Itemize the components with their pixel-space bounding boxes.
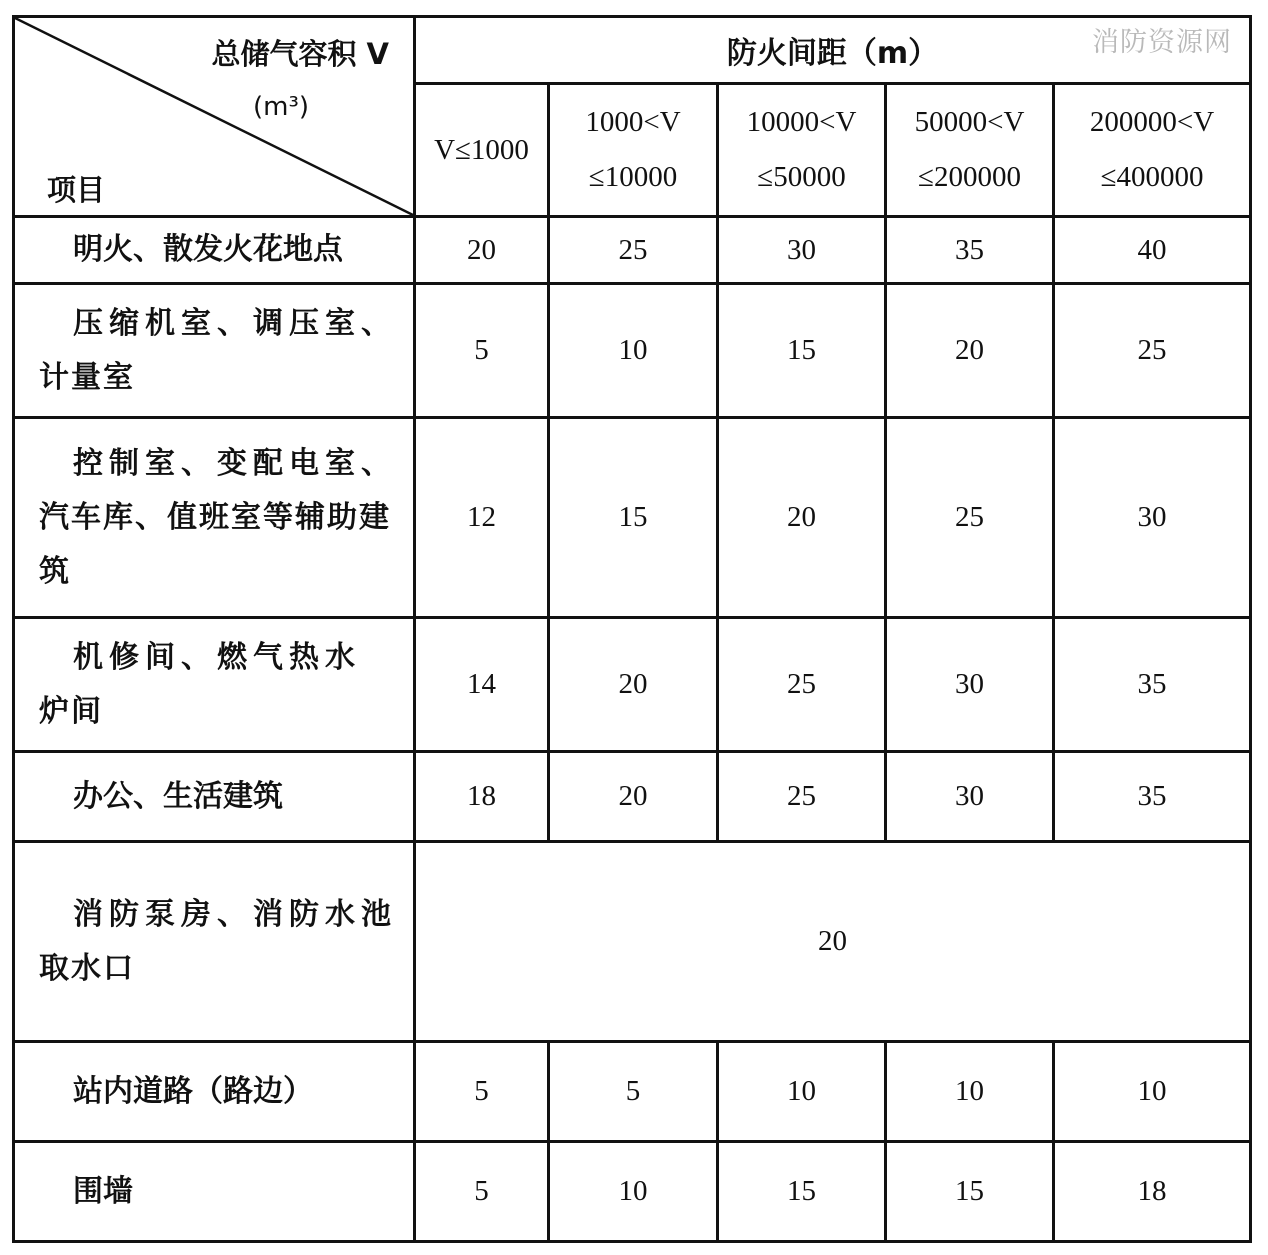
item-cell [14, 284, 415, 418]
value-cell: 14 [415, 618, 549, 752]
item-cell [14, 1042, 415, 1142]
item-cell [14, 217, 415, 284]
value-cell: 20 [886, 284, 1054, 418]
table-row [14, 1142, 1251, 1242]
value-cell: 25 [718, 752, 886, 842]
value-cell: 25 [886, 418, 1054, 618]
value-cell: 5 [549, 1042, 718, 1142]
value-cell: 5 [415, 1042, 549, 1142]
value-cell: 15 [886, 1142, 1054, 1242]
item-label-line2: 炉间 [39, 693, 103, 729]
item-label: 明火、散发火花地点 [73, 232, 343, 267]
range-line2: ≤200000 [918, 161, 1021, 193]
value-cell: 30 [886, 618, 1054, 752]
range-line1: 1000<V [585, 106, 681, 138]
value-cell: 25 [718, 618, 886, 752]
item-cell [14, 752, 415, 842]
value-cell: 10 [549, 1142, 718, 1242]
item-cell [14, 1142, 415, 1242]
corner-header-cell [14, 17, 415, 217]
value-cell: 20 [549, 618, 718, 752]
item-label-line2: 汽车库、值班室等辅助建筑 [39, 499, 391, 589]
value-cell: 10 [886, 1042, 1054, 1142]
item-cell [14, 618, 415, 752]
value-cell: 30 [1054, 418, 1251, 618]
value-cell: 35 [1054, 752, 1251, 842]
value-cell: 25 [1054, 284, 1251, 418]
item-label-line1: 压缩机室、调压室、 [73, 305, 397, 341]
item-label: 办公、生活建筑 [73, 778, 283, 814]
corner-unit-label: (m³) [253, 92, 310, 122]
value-cell: 10 [718, 1042, 886, 1142]
item-cell [14, 842, 415, 1042]
corner-item-label: 项目 [47, 173, 106, 207]
watermark: 消防资源网 [1092, 27, 1232, 58]
value-cell: 5 [415, 284, 549, 418]
range-line1: 10000<V [746, 106, 857, 138]
table-row [14, 284, 1251, 418]
value-cell: 40 [1054, 217, 1251, 284]
item-label: 站内道路（路边） [73, 1073, 313, 1109]
range-line2: ≤10000 [588, 161, 678, 193]
item-label-line1: 控制室、变配电室、 [73, 445, 397, 481]
range-line1: 200000<V [1089, 106, 1215, 138]
value-cell: 20 [549, 752, 718, 842]
value-cell: 5 [415, 1142, 549, 1242]
range-line2: ≤400000 [1100, 161, 1204, 193]
item-label-line2: 计量室 [39, 359, 135, 395]
table-row [14, 842, 1251, 1042]
value-cell: 25 [549, 217, 718, 284]
value-cell: 30 [718, 217, 886, 284]
table-row [14, 618, 1251, 752]
value-cell: 10 [1054, 1042, 1251, 1142]
value-cell: 30 [886, 752, 1054, 842]
value-cell: 20 [415, 217, 549, 284]
value-cell: 12 [415, 418, 549, 618]
range-line1: 50000<V [914, 106, 1025, 138]
item-label-line1: 消防泵房、消防水池 [73, 896, 397, 932]
table-row [14, 1042, 1251, 1142]
item-label-line2: 取水口 [39, 950, 135, 986]
table-row [14, 418, 1251, 618]
range-header-5 [1054, 84, 1251, 217]
item-cell [14, 418, 415, 618]
merged-value-cell: 20 [415, 842, 1251, 1042]
table-row [14, 752, 1251, 842]
value-cell: 35 [1054, 618, 1251, 752]
range-header-2 [549, 84, 718, 217]
value-cell: 35 [886, 217, 1054, 284]
fire-spacing-table [12, 15, 1252, 1243]
corner-volume-label: 总储气容积 V [211, 37, 389, 71]
value-cell: 10 [549, 284, 718, 418]
range-header-4 [886, 84, 1054, 217]
value-cell: 15 [718, 284, 886, 418]
value-cell: 18 [415, 752, 549, 842]
range-line2: ≤50000 [757, 161, 846, 193]
range-line1: V≤1000 [434, 133, 529, 166]
value-cell: 15 [549, 418, 718, 618]
group-header-fire-spacing: 防火间距（m） [415, 17, 1251, 84]
item-label: 围墙 [73, 1173, 133, 1209]
range-header-3 [718, 84, 886, 217]
range-header-1 [415, 84, 549, 217]
value-cell: 18 [1054, 1142, 1251, 1242]
item-label-line1: 机修间、燃气热水 [73, 639, 361, 675]
value-cell: 15 [718, 1142, 886, 1242]
table-row [14, 217, 1251, 284]
value-cell: 20 [718, 418, 886, 618]
